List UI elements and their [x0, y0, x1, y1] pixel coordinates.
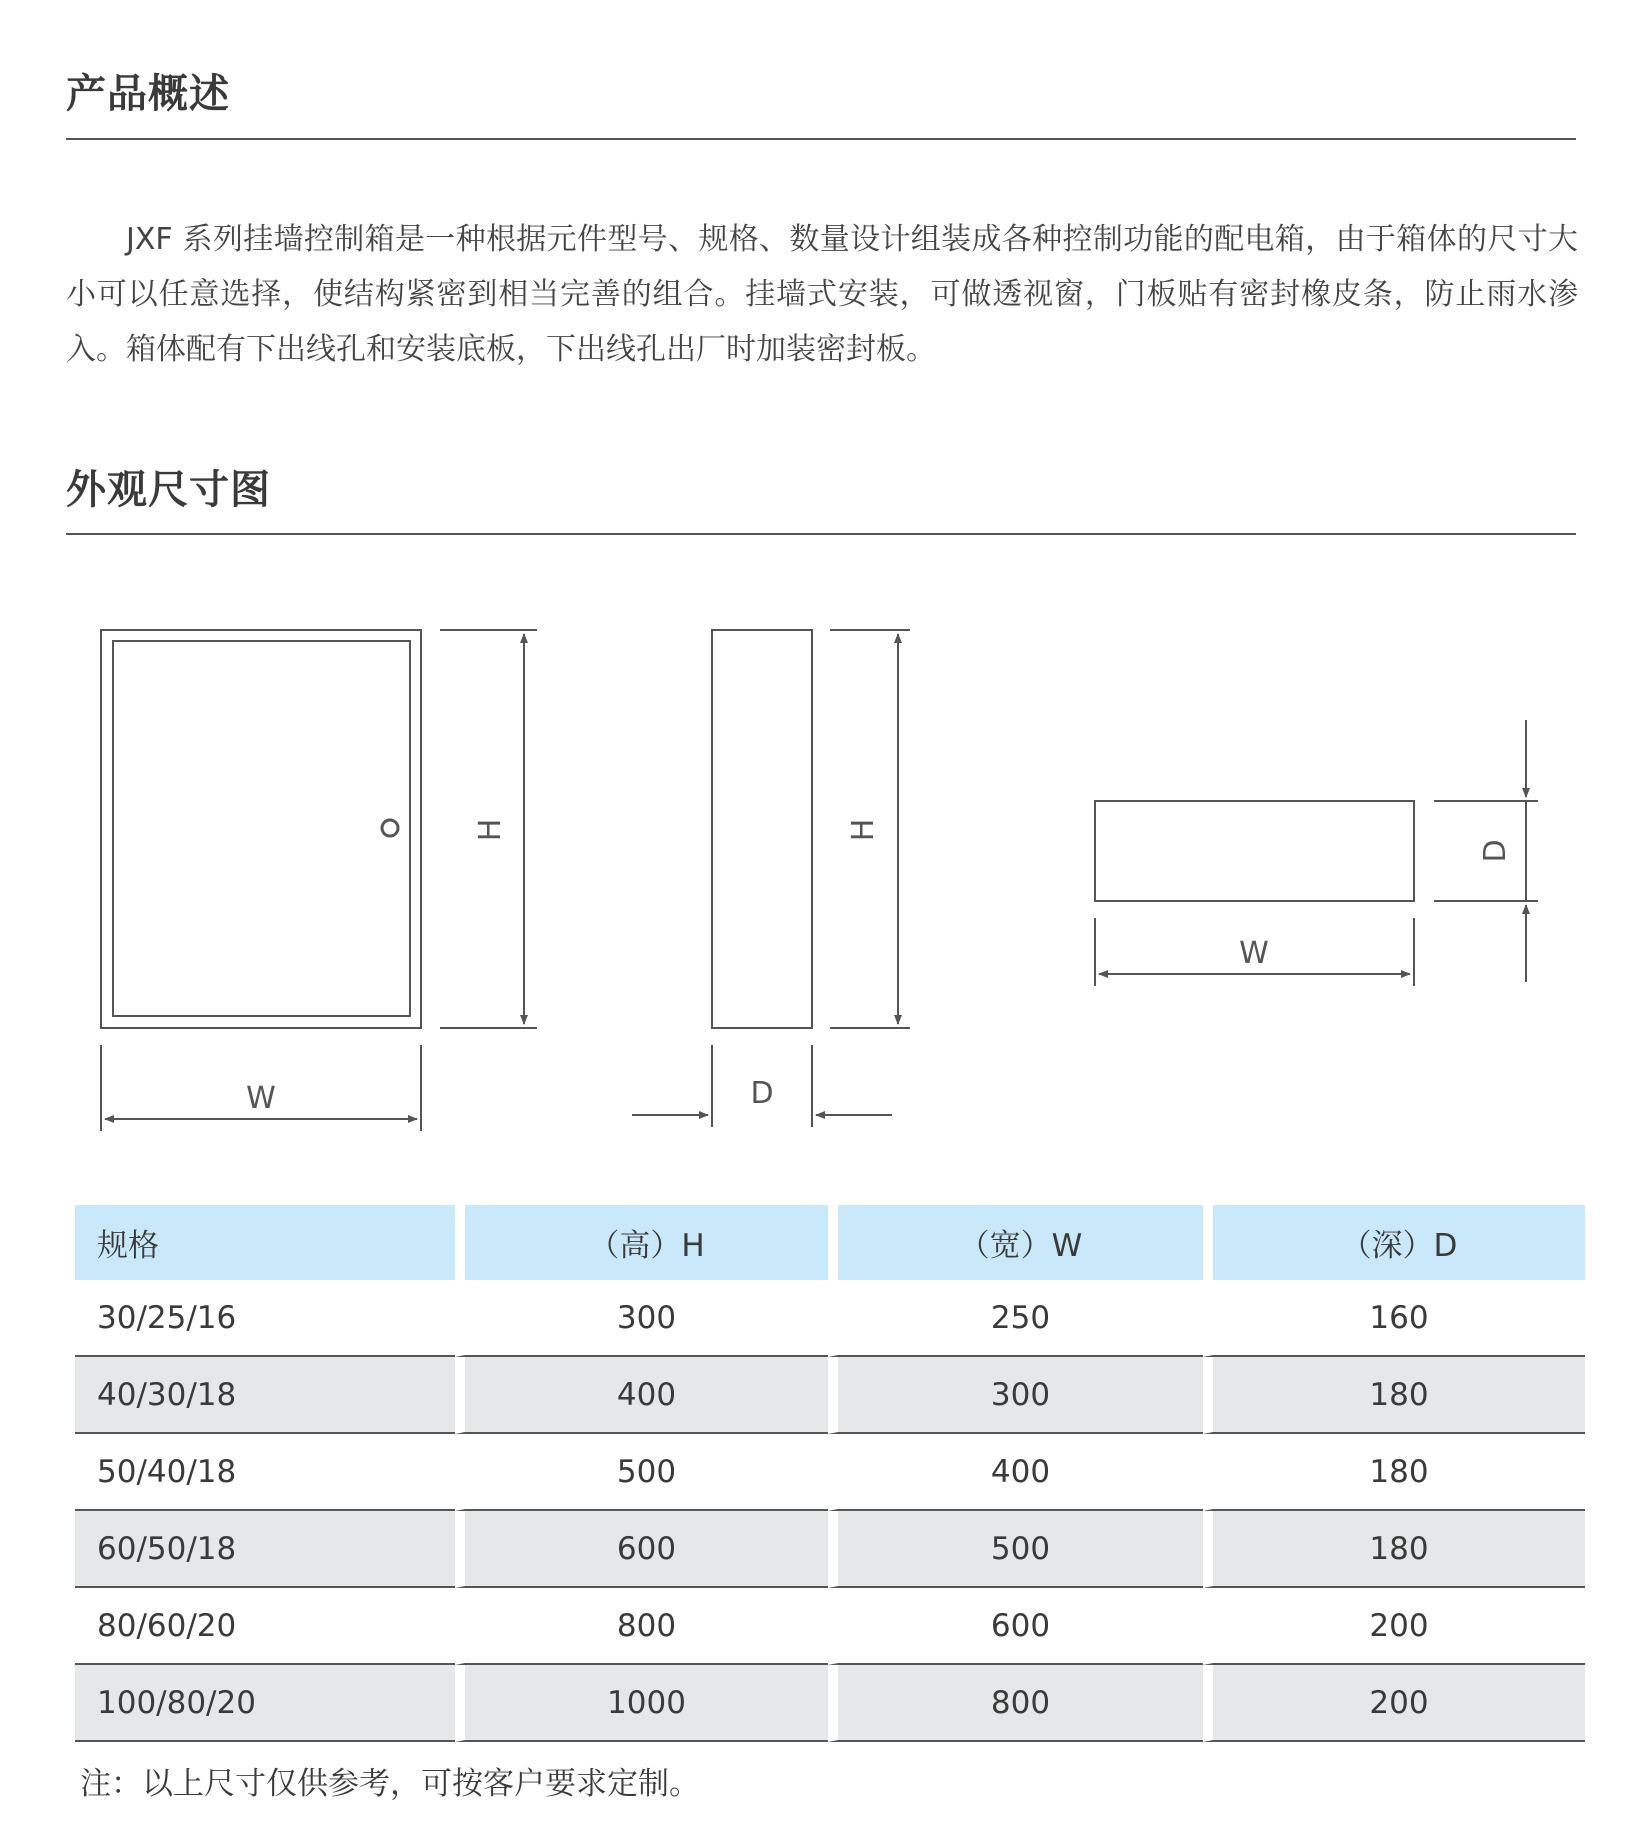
cell-height: 500: [455, 1434, 828, 1511]
cell-depth: 200: [1203, 1588, 1585, 1665]
table-row: [75, 1280, 1585, 1357]
overview-text: JXF 系列挂墙控制箱是一种根据元件型号、规格、数量设计组装成各种控制功能的配电箱，由于箱体的尺寸大小可以任意选择，使结构紧密到相当完善的组合。挂墙式安装，可做透视窗，门板贴有密封橡皮条，防止雨水渗入。箱体配有下出线孔和安装底板，下出线孔出厂时加装密封板。: [66, 222, 1578, 367]
cell-depth: 200: [1203, 1665, 1585, 1742]
cell-model: 30/25/16: [75, 1280, 455, 1357]
cell-height: 800: [455, 1588, 828, 1665]
cell-model: 80/60/20: [75, 1588, 455, 1665]
front-view-outer-frame: [101, 630, 421, 1028]
cell-width: 400: [828, 1434, 1203, 1511]
cell-width: 300: [828, 1357, 1203, 1434]
dimension-diagram: [0, 600, 1638, 1150]
cell-height: 1000: [455, 1665, 828, 1742]
overview-divider: [66, 138, 1576, 140]
top-depth-label: D: [1478, 839, 1513, 863]
table-row: [75, 1588, 1585, 1665]
cell-height: 300: [455, 1280, 828, 1357]
cell-model: 100/80/20: [75, 1665, 455, 1742]
header-width: （宽）W: [828, 1205, 1203, 1280]
side-view: [632, 630, 910, 1127]
front-view-door: [113, 641, 410, 1016]
top-view-outline: [1095, 801, 1414, 901]
cell-height: 600: [455, 1511, 828, 1588]
cell-depth: 180: [1203, 1434, 1585, 1511]
front-height-label: H: [473, 818, 508, 842]
cell-model: 40/30/18: [75, 1357, 455, 1434]
cell-model: 60/50/18: [75, 1511, 455, 1588]
header-height: （高）H: [455, 1205, 828, 1280]
side-height-label: H: [846, 818, 881, 842]
overview-title: 产品概述: [66, 71, 230, 117]
front-width-label: W: [246, 1081, 276, 1116]
table-row: [75, 1357, 1585, 1434]
header-depth: （深）D: [1203, 1205, 1585, 1280]
cell-height: 400: [455, 1357, 828, 1434]
cell-model: 50/40/18: [75, 1434, 455, 1511]
side-view-outline: [712, 630, 812, 1028]
top-width-label: W: [1239, 936, 1269, 971]
spec-table: [75, 1205, 1585, 1742]
dimensions-divider: [66, 533, 1576, 535]
table-row: [75, 1434, 1585, 1511]
table-row: [75, 1511, 1585, 1588]
cell-width: 500: [828, 1511, 1203, 1588]
side-depth-label: D: [750, 1076, 774, 1111]
cell-depth: 160: [1203, 1280, 1585, 1357]
top-view: [1095, 720, 1538, 986]
cell-depth: 180: [1203, 1357, 1585, 1434]
footnote: 注：以上尺寸仅供参考，可按客户要求定制。: [80, 1766, 700, 1802]
cell-width: 250: [828, 1280, 1203, 1357]
cell-width: 800: [828, 1665, 1203, 1742]
door-lock-icon: [382, 820, 398, 836]
table-row: [75, 1665, 1585, 1742]
cell-depth: 180: [1203, 1511, 1585, 1588]
dimensions-title: 外观尺寸图: [66, 467, 271, 513]
front-view: [101, 630, 537, 1131]
cell-width: 600: [828, 1588, 1203, 1665]
header-model: 规格: [75, 1205, 455, 1280]
spec-table-header: [75, 1205, 1585, 1280]
